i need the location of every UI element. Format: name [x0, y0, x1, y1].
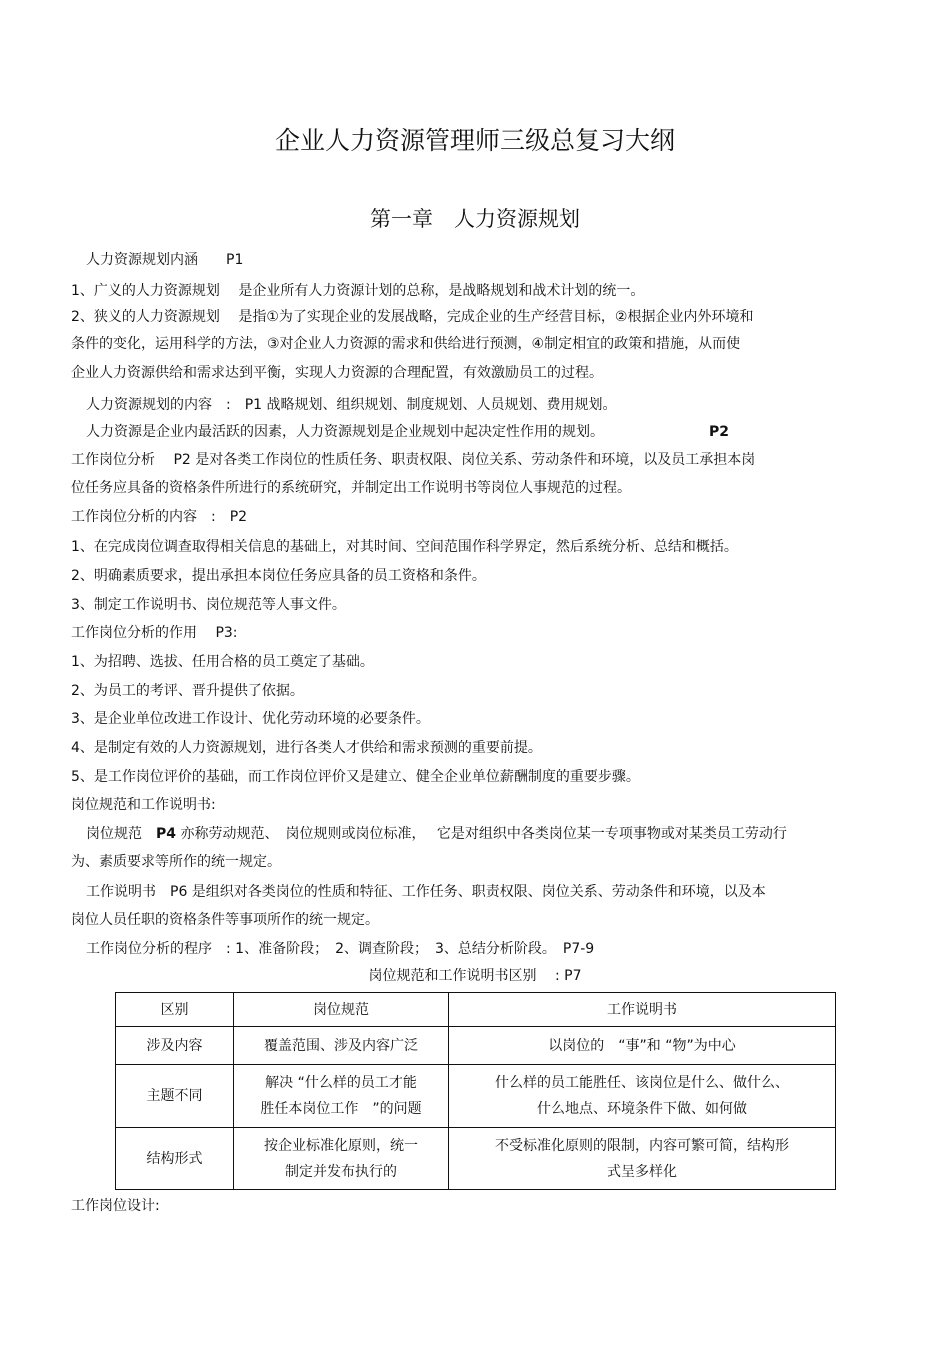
text-line: 3、是企业单位改进工作设计、优化劳动环境的必要条件。 — [71, 711, 430, 727]
text-line: 2、明确素质要求，提出承担本岗位任务应具备的员工资格和条件。 — [71, 568, 486, 584]
text-line: 企业人力资源供给和需求达到平衡，实现人力资源的合理配置，有效激励员工的过程。 — [71, 365, 603, 381]
text-line: 2、为员工的考评、晋升提供了依据。 — [71, 683, 304, 699]
text-line: 工作岗位分析的程序 : 1、准备阶段； 2、调查阶段； 3、总结分析阶段。 P7-9 — [86, 941, 595, 957]
cell-line: 覆盖范围、涉及内容广泛 — [264, 1037, 418, 1054]
table-header-cell: 区别 — [116, 993, 234, 1027]
text-line — [86, 824, 787, 844]
cell-line: 什么地点、环境条件下做、如何做 — [537, 1101, 747, 1117]
table-row — [116, 1128, 836, 1190]
page-ref: P2 — [709, 424, 730, 440]
text-line: 工作岗位分析的作用 P3: — [71, 625, 238, 641]
desc-cell — [449, 1027, 836, 1065]
document-title: 企业人力资源管理师三级总复习大纲 — [274, 126, 675, 155]
text-line: 人力资源规划的内容 : P1 战略规划、组织规划、制度规划、人员规划、费用规划。 — [86, 397, 617, 413]
table-row — [116, 1065, 836, 1128]
comparison-table — [115, 992, 836, 1190]
text-line: 人力资源是企业内最活跃的因素，人力资源规划是企业规划中起决定性作用的规划。 — [86, 424, 604, 440]
cell-line: 不受标准化原则的限制，内容可繁可简，结构形 — [495, 1137, 789, 1154]
cell-line: 什么样的员工能胜任、该岗位是什么、做什么、 — [495, 1075, 789, 1091]
text-line: 1、为招聘、选拔、任用合格的员工奠定了基础。 — [71, 654, 374, 670]
spec-cell — [234, 1027, 449, 1065]
text-line: 2、狭义的人力资源规划 是指①为了实现企业的发展战略，完成企业的生产经营目标，②根据企业内外环境和 — [71, 309, 754, 325]
table-header-row — [116, 993, 836, 1027]
text-line: 5、是工作岗位评价的基础，而工作岗位评价又是建立、健全企业单位薪酬制度的重要步骤。 — [71, 769, 640, 785]
text-line: 岗位规范和工作说明书: — [71, 797, 216, 813]
text-line: 为、素质要求等所作的统一规定。 — [71, 854, 281, 870]
text-line: 3、制定工作说明书、岗位规范等人事文件。 — [71, 597, 346, 613]
text-line: 位任务应具备的资格条件所进行的系统研究，并制定出工作说明书等岗位人事规范的过程。 — [71, 480, 631, 496]
text-line: 4、是制定有效的人力资源规划，进行各类人才供给和需求预测的重要前提。 — [71, 740, 542, 756]
cell-line: 以岗位的 “事”和 “物”为中心 — [548, 1037, 736, 1054]
cell-line: 式呈多样化 — [607, 1163, 677, 1180]
spec-cell — [234, 1065, 449, 1128]
desc-cell — [449, 1128, 836, 1190]
text-line: 工作岗位设计: — [71, 1198, 160, 1214]
table-caption: 岗位规范和工作说明书区别 : P7 — [368, 968, 582, 984]
row-label: 结构形式 — [116, 1128, 234, 1190]
term: 岗位规范 — [86, 826, 156, 842]
text-line: 1、广义的人力资源规划 是企业所有人力资源计划的总称，是战略规划和战术计划的统一。 — [71, 283, 645, 299]
cell-line: 制定并发布执行的 — [285, 1163, 397, 1180]
row-label: 涉及内容 — [116, 1027, 234, 1065]
desc-cell — [449, 1065, 836, 1128]
chapter-title: 第一章 人力资源规划 — [370, 207, 580, 231]
text-line: 工作说明书 P6 是组织对各类岗位的性质和特征、工作任务、职责权限、岗位关系、劳动条件和环境，以及本 — [86, 884, 766, 900]
definition: 亦称劳动规范、 岗位规则或岗位标准， 它是对组织中各类岗位某一专项事物或对某类员工劳动行 — [176, 826, 787, 842]
table-header-cell: 岗位规范 — [234, 993, 449, 1027]
row-label: 主题不同 — [116, 1065, 234, 1128]
text-line: 岗位人员任职的资格条件等事项所作的统一规定。 — [71, 912, 379, 928]
text-line: 工作岗位分析的内容 : P2 — [71, 509, 248, 525]
table-header-cell: 工作说明书 — [449, 993, 836, 1027]
page-ref: P4 — [156, 826, 177, 842]
text-line: 人力资源规划内涵 P1 — [86, 252, 244, 268]
table-row — [116, 1027, 836, 1065]
cell-line: 解决 “什么样的员工才能 — [265, 1075, 417, 1091]
text-line: 条件的变化，运用科学的方法，③对企业人力资源的需求和供给进行预测，④制定相宜的政策和措施，从而使 — [71, 336, 741, 352]
cell-line: 按企业标准化原则，统一 — [264, 1137, 418, 1154]
text-line: 1、在完成岗位调查取得相关信息的基础上，对其时间、空间范围作科学界定，然后系统分析、总结和概括。 — [71, 539, 738, 555]
text-line: 工作岗位分析 P2 是对各类工作岗位的性质任务、职责权限、岗位关系、劳动条件和环境，以及员工承担本岗 — [71, 452, 756, 468]
spec-cell — [234, 1128, 449, 1190]
cell-line: 胜任本岗位工作 ”的问题 — [260, 1101, 422, 1117]
